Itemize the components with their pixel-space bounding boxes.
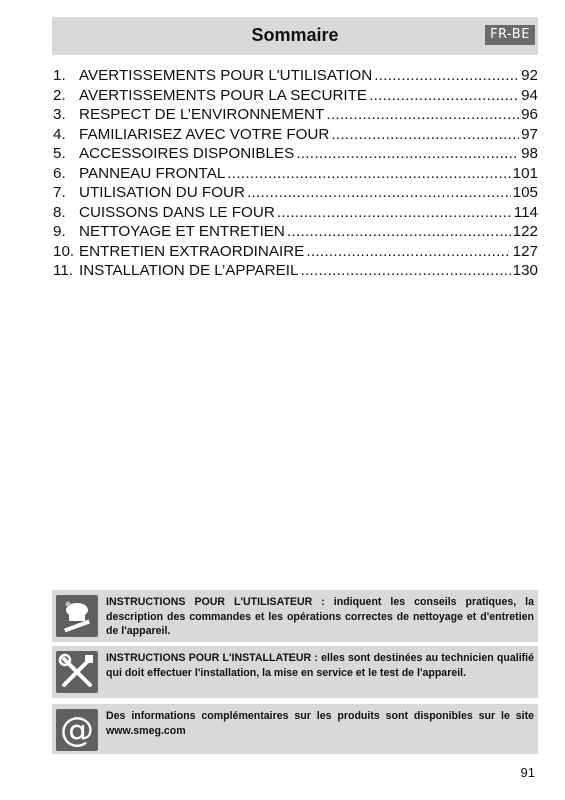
tools-icon xyxy=(56,651,98,693)
page-title: Sommaire xyxy=(251,25,339,45)
toc-leader-dots xyxy=(277,203,512,223)
toc-item[interactable] xyxy=(53,86,538,106)
toc-leader-dots xyxy=(247,183,511,203)
toc-item[interactable] xyxy=(53,66,538,86)
installer-instructions-note xyxy=(52,646,538,698)
toc-item-title: NETTOYAGE ET ENTRETIEN xyxy=(79,223,285,240)
toc-item-title: AVERTISSEMENTS POUR L'UTILISATION xyxy=(79,67,373,84)
toc-item-number: 7. xyxy=(53,184,66,201)
toc-item[interactable] xyxy=(53,144,538,164)
toc-item-number: 6. xyxy=(53,164,66,182)
toc-item[interactable] xyxy=(53,242,538,262)
chef-hat-icon xyxy=(56,595,98,637)
toc-leader-dots xyxy=(326,105,519,125)
toc-item-title: RESPECT DE L’ENVIRONNEMENT xyxy=(79,106,325,123)
toc-item-page: 92 xyxy=(521,67,538,84)
toc-leader-dots xyxy=(300,261,510,281)
table-of-contents xyxy=(53,66,538,281)
toc-item-title: AVERTISSEMENTS POUR LA SECURITE xyxy=(79,86,368,104)
more-info-text: Des informations complémentaires sur les produits sont disponibles sur le site www.smeg.com xyxy=(106,710,534,737)
toc-leader-dots xyxy=(374,66,519,86)
user-instructions-note xyxy=(52,590,538,642)
toc-item-number: 9. xyxy=(53,223,66,240)
toc-item[interactable] xyxy=(53,183,538,203)
toc-item-page: 96 xyxy=(521,106,538,123)
toc-item-number: 11. xyxy=(53,262,73,279)
toc-item-page: 101 xyxy=(512,164,538,182)
toc-item-number: 8. xyxy=(53,203,66,221)
toc-item-title: CUISSONS DANS LE FOUR xyxy=(79,203,275,221)
toc-leader-dots xyxy=(227,164,510,184)
toc-item[interactable] xyxy=(53,203,538,223)
toc-item-page: 97 xyxy=(521,125,538,143)
toc-leader-dots xyxy=(296,144,519,164)
toc-item-number: 4. xyxy=(53,125,66,143)
toc-item-number: 3. xyxy=(53,106,66,123)
toc-item[interactable] xyxy=(53,222,538,242)
toc-item-page: 105 xyxy=(512,184,538,201)
toc-item-title: PANNEAU FRONTAL xyxy=(79,164,226,182)
toc-item-page: 127 xyxy=(512,242,538,260)
toc-leader-dots xyxy=(287,222,511,242)
language-badge: FR-BE xyxy=(485,25,535,45)
toc-item[interactable] xyxy=(53,261,538,281)
toc-item-title: ACCESSOIRES DISPONIBLES xyxy=(79,145,295,162)
toc-item[interactable] xyxy=(53,105,538,125)
toc-item[interactable] xyxy=(53,164,538,184)
toc-item-number: 1. xyxy=(53,67,66,84)
toc-item-page: 114 xyxy=(513,203,538,221)
toc-item-number: 5. xyxy=(53,145,66,162)
toc-item-number: 2. xyxy=(53,86,66,104)
user-instructions-text: INSTRUCTIONS POUR L'UTILISATEUR : indiquent les conseils pratiques, la description des commandes et les opérations correctes de nettoyage et d'entretien de l'appareil. xyxy=(106,596,534,637)
at-sign-icon xyxy=(56,709,98,751)
more-info-note xyxy=(52,704,538,754)
toc-item-title: UTILISATION DU FOUR xyxy=(79,184,245,201)
toc-leader-dots xyxy=(369,86,519,106)
toc-item-page: 94 xyxy=(521,86,538,104)
svg-text:@: @ xyxy=(60,710,94,750)
toc-item-page: 98 xyxy=(521,145,538,162)
toc-item-title: ENTRETIEN EXTRAORDINAIRE xyxy=(79,242,305,260)
page-number: 91 xyxy=(520,765,535,780)
installer-instructions-text: INSTRUCTIONS POUR L'INSTALLATEUR : elles sont destinées au technicien qualifié qui doit effectuer l'installation, la mise en service et le test de l'appareil. xyxy=(106,652,534,679)
toc-item-page: 130 xyxy=(512,262,538,279)
toc-item-title: FAMILIARISEZ AVEC VOTRE FOUR xyxy=(79,125,330,143)
toc-item-page: 122 xyxy=(512,223,538,240)
toc-item-number: 10. xyxy=(53,242,75,260)
toc-item-title: INSTALLATION DE L’APPAREIL xyxy=(79,262,299,279)
toc-leader-dots xyxy=(306,242,510,262)
toc-leader-dots xyxy=(331,125,519,145)
page-header xyxy=(52,17,538,55)
toc-item[interactable] xyxy=(53,125,538,145)
